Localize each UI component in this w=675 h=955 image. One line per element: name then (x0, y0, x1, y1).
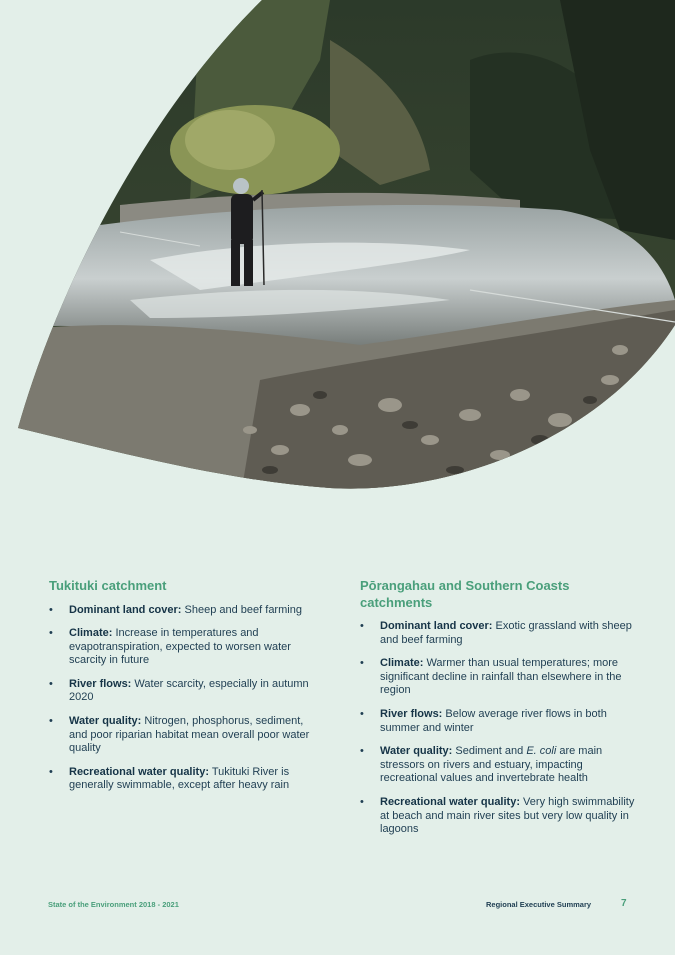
list-item (49, 715, 324, 756)
list-item (49, 766, 324, 793)
item-text: Sediment and (452, 745, 527, 758)
footer-report-title: State of the Environment 2018 - 2021 (48, 900, 179, 909)
item-text: Tukituki River is generally swimmable, except after heavy rain (69, 765, 290, 792)
list-item (49, 627, 324, 668)
list-item (49, 604, 324, 618)
list-item (49, 678, 324, 705)
list-item (360, 620, 638, 647)
footer-section-title: Regional Executive Summary (486, 900, 592, 909)
tukituki-section (49, 578, 324, 803)
tukituki-heading: Tukituki catchment (49, 578, 167, 593)
item-label: River flows: (380, 707, 443, 720)
item-text: Below average river flows in both summer and winter (380, 707, 607, 734)
porangahau-heading: Pōrangahau and Southern Coasts catchments (360, 578, 570, 610)
item-label: Dominant land cover: (69, 603, 182, 616)
item-label: Climate: (69, 627, 113, 640)
porangahau-list (360, 620, 638, 837)
list-item (360, 796, 638, 837)
item-label: Recreational water quality: (380, 795, 520, 808)
list-item (360, 657, 638, 698)
item-label: Recreational water quality: (69, 765, 209, 778)
page-number: 7 (621, 898, 627, 909)
list-item (360, 745, 638, 786)
item-italic: E. coli (526, 745, 557, 758)
item-label: Water quality: (69, 715, 142, 728)
item-label: River flows: (69, 677, 132, 690)
list-item (360, 708, 638, 735)
item-text: Sheep and beef farming (181, 603, 302, 616)
tukituki-list (49, 604, 324, 794)
porangahau-section (360, 578, 638, 847)
item-text: Exotic grassland with sheep and beef farming (380, 620, 632, 646)
item-text: Water scarcity, especially in autumn 2020 (69, 677, 309, 704)
item-label: Water quality: (380, 745, 453, 758)
item-label: Climate: (380, 657, 424, 670)
item-text: are main stressors on rivers and estuary, impacting recreational values and invertebrate health (380, 745, 603, 785)
item-text: Increase in temperatures and evapotranspiration, expected to worsen water scarcity in future (69, 627, 291, 667)
item-text: Nitrogen, phosphorus, sediment, and poor riparian habitat mean overall poor water quality (69, 715, 310, 755)
item-text: Very high swimmability at beach and main river sites but very low quality in lagoons (380, 795, 635, 836)
item-text: Warmer than usual temperatures; more significant decline in rainfall than elsewhere in the region (380, 657, 622, 697)
item-label: Dominant land cover: (380, 620, 493, 632)
